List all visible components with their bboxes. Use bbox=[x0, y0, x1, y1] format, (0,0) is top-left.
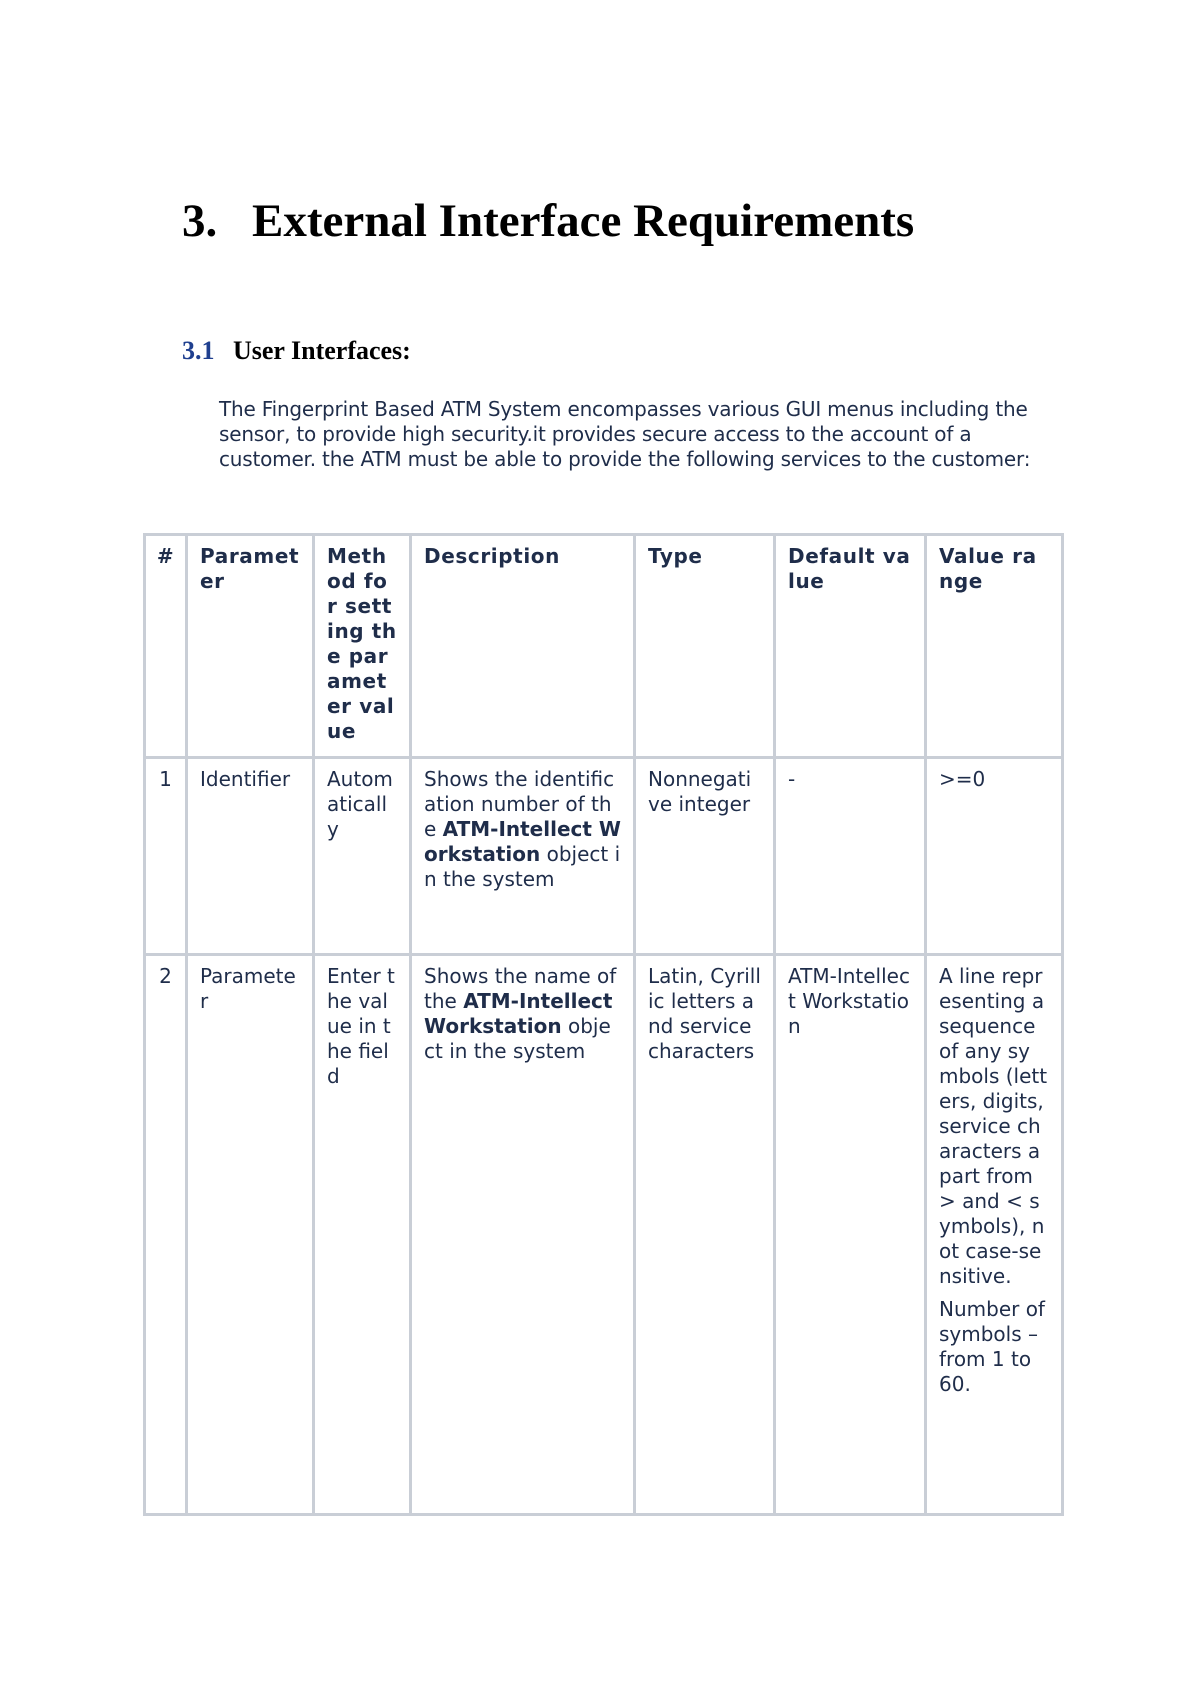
row-default-value: ATM-Intellect Workstation bbox=[775, 955, 926, 1515]
column-header-method: Method for setting the parameter value bbox=[314, 535, 411, 758]
intro-line: The Fingerprint Based ATM System encompasses various GUI menus including the bbox=[219, 397, 1028, 421]
row-method: Enter the value in the field bbox=[314, 955, 411, 1515]
column-header-value-range: Value range bbox=[926, 535, 1063, 758]
parameters-table bbox=[143, 533, 1064, 1516]
row-parameter: Identifier bbox=[187, 758, 314, 955]
section-title: External Interface Requirements bbox=[252, 195, 915, 247]
column-header-number: # bbox=[145, 535, 187, 758]
row-default-value: - bbox=[775, 758, 926, 955]
value-range-text: A line representing a sequence of any symbols (letters, digits, service characters apart from > and < symbols), not case-sensitive. bbox=[939, 964, 1048, 1288]
row-type: Latin, Cyrillic letters and service characters bbox=[635, 955, 775, 1515]
subsection-title: User Interfaces: bbox=[233, 336, 411, 365]
row-description bbox=[411, 758, 635, 955]
column-header-default-value: Default value bbox=[775, 535, 926, 758]
table-row bbox=[145, 758, 1063, 955]
row-type: Nonnegative integer bbox=[635, 758, 775, 955]
column-header-description: Description bbox=[411, 535, 635, 758]
description-text: Shows the name of the bbox=[424, 964, 617, 1013]
row-value-range: >=0 bbox=[926, 758, 1063, 955]
description-bold-term: ATM-Intellect Workstation bbox=[424, 989, 613, 1038]
section-number: 3. bbox=[182, 195, 218, 247]
intro-paragraph bbox=[219, 397, 1079, 472]
paragraph-gap bbox=[939, 1289, 1049, 1297]
intro-line: customer. the ATM must be able to provide the following services to the customer: bbox=[219, 447, 1031, 471]
intro-line: sensor, to provide high security.it provides secure access to the account of a bbox=[219, 422, 972, 446]
section-heading bbox=[182, 196, 914, 248]
table-row bbox=[145, 955, 1063, 1515]
description-text: object in the system bbox=[424, 842, 621, 891]
row-value-range bbox=[926, 955, 1063, 1515]
table-header-row bbox=[145, 535, 1063, 758]
subsection-number: 3.1 bbox=[182, 336, 215, 365]
row-number: 2 bbox=[145, 955, 187, 1515]
row-parameter: Parameter bbox=[187, 955, 314, 1515]
row-method: Automatically bbox=[314, 758, 411, 955]
value-range-text: Number of symbols – from 1 to 60. bbox=[939, 1297, 1045, 1396]
row-description bbox=[411, 955, 635, 1515]
row-number: 1 bbox=[145, 758, 187, 955]
subsection-heading bbox=[182, 335, 411, 366]
column-header-parameter: Parameter bbox=[187, 535, 314, 758]
description-text: object in the system bbox=[424, 1014, 611, 1063]
description-bold-term: ATM-Intellect Workstation bbox=[424, 817, 621, 866]
description-text: Shows the identification number of the bbox=[424, 767, 615, 841]
column-header-type: Type bbox=[635, 535, 775, 758]
